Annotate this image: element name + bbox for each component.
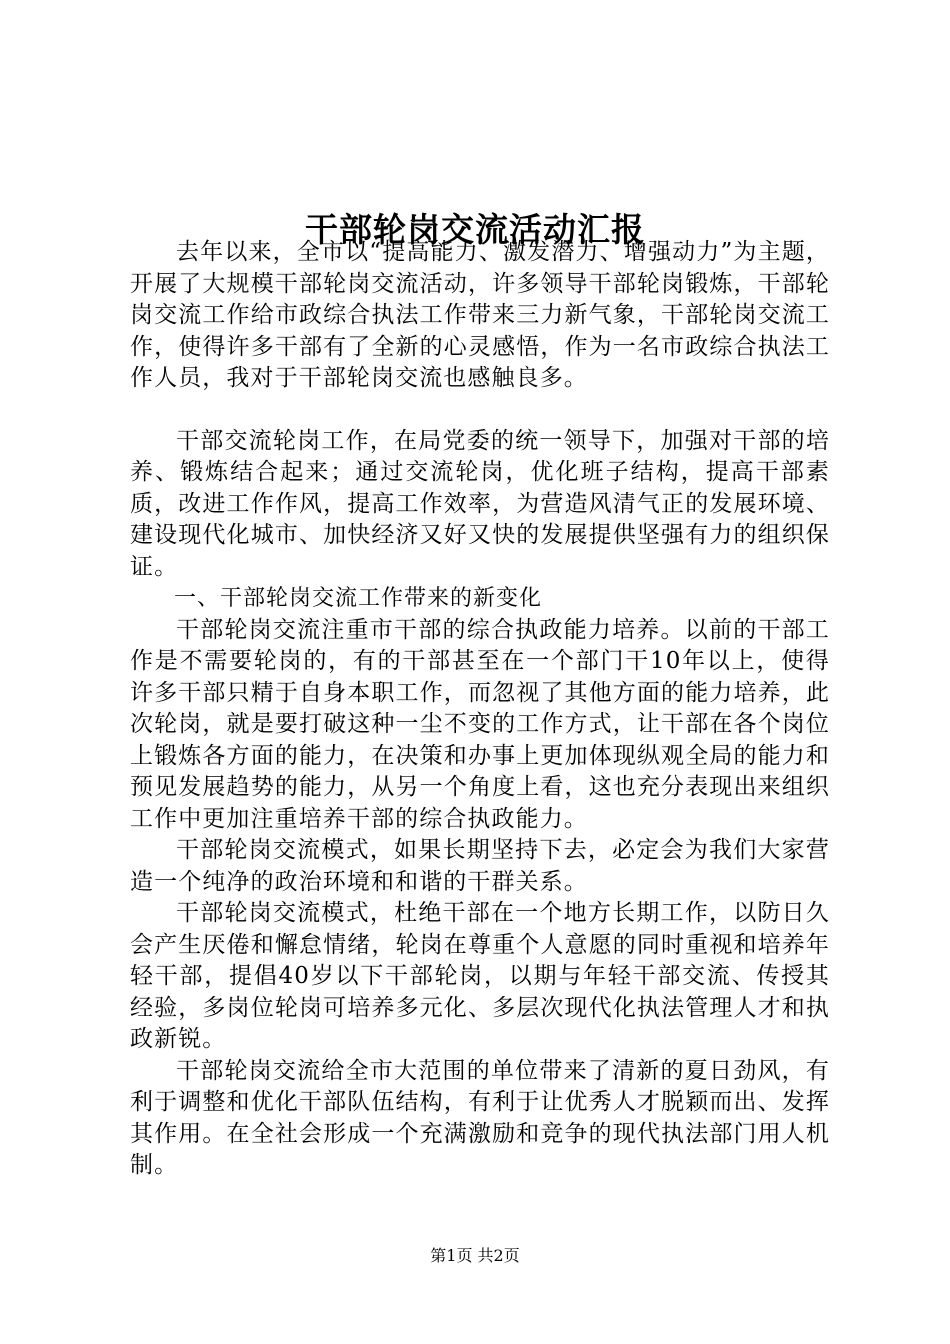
body-paragraph: 干部交流轮岗工作，在局党委的统一领导下，加强对干部的培养、锻炼结合起来；通过交流轮岗，优化班子结构，提高干部素质，改进工作作风，提高工作效率，为营造风清气正的发展环境、建设现代化城市、加快经济又好又快的发展提供坚强有力的组织保证。 xyxy=(130,427,830,580)
document-body xyxy=(130,237,830,1182)
document-title: 干部轮岗交流活动汇报 xyxy=(305,210,645,250)
section-paragraph: 干部轮岗交流给全市大范围的单位带来了清新的夏日劲风，有利于调整和优化干部队伍结构，有利于让优秀人才脱颖而出、发挥其作用。在全社会形成一个充满激励和竞争的现代执法部门用人机制。 xyxy=(130,1057,830,1178)
intro-paragraph: 去年以来，全市以“提高能力、激发潜力、增强动力”为主题，开展了大规模干部轮岗交流活动，许多领导干部轮岗锻炼，干部轮岗交流工作给市政综合执法工作带来三力新气象，干部轮岗交流工作，使得许多干部有了全新的心灵感悟，作为一名市政综合执法工作人员，我对于干部轮岗交流也感触良多。 xyxy=(130,239,830,391)
section-heading: 一、干部轮岗交流工作带来的新变化 xyxy=(174,586,543,611)
page-footer: 第1页 共2页 xyxy=(430,1246,520,1265)
section-paragraph: 干部轮岗交流模式，杜绝干部在一个地方长期工作，以防日久会产生厌倦和懈怠情绪，轮岗在尊重个人意愿的同时重视和培养年轻干部，提倡40岁以下干部轮岗，以期与年轻干部交流、传授其经验，多岗位轮岗可培养多元化、多层次现代化执法管理人才和执政新锐。 xyxy=(130,900,830,1052)
section-paragraph: 干部轮岗交流注重市干部的综合执政能力培养。以前的干部工作是不需要轮岗的，有的干部甚至在一个部门干10年以上，使得许多干部只精于自身本职工作，而忽视了其他方面的能力培养，此次轮岗，就是要打破这种一尘不变的工作方式，让干部在各个岗位上锻炼各方面的能力，在决策和办事上更加体现纵观全局的能力和预见发展趋势的能力，从另一个角度上看，这也充分表现出来组织工作中更加注重培养干部的综合执政能力。 xyxy=(130,616,830,832)
section-paragraph: 干部轮岗交流模式，如果长期坚持下去，必定会为我们大家营造一个纯净的政治环境和和谐的干群关系。 xyxy=(130,837,830,895)
